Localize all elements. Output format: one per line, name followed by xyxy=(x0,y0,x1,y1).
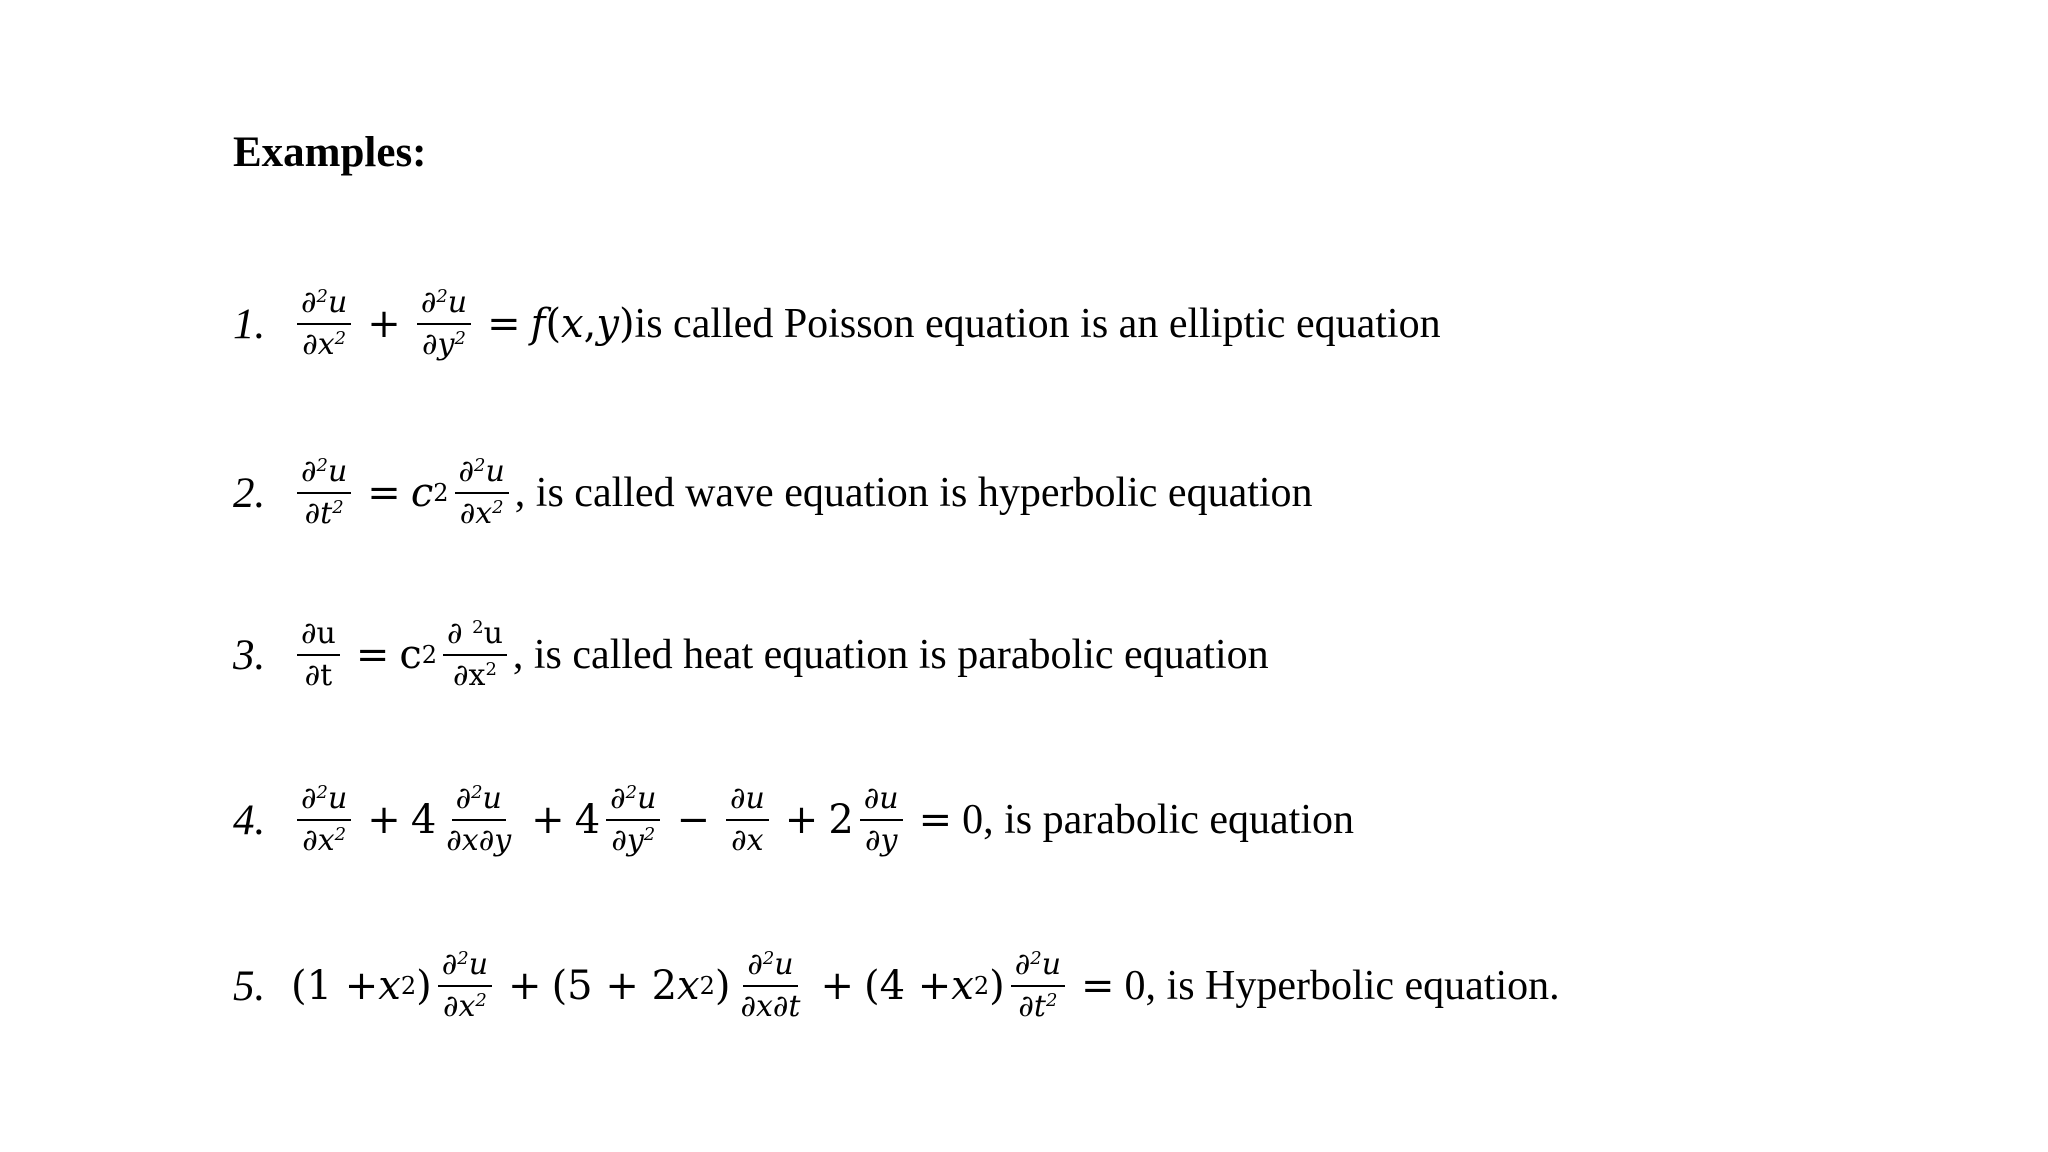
equation-number: 2. xyxy=(233,469,266,517)
equation-description: , is called heat equation is parabolic equation xyxy=(512,632,1269,678)
equation-number: 4. xyxy=(233,796,266,844)
equation-formula: $\frac{\partial u}{\partial t}$ = c 2 $\frac{\partial ^2u}{\partial x^2}$ xyxy=(291,614,513,696)
section-heading: Examples: xyxy=(233,129,427,176)
equation-description: , is called wave equation is hyperbolic equation xyxy=(514,470,1313,516)
equation-formula: (1 + x 2 ) $\frac{\partial^2u}{\partial x^2}$ + (5 + 2 x 2 ) $\frac{\partial^2u}{\partial x\partial t}$ + (4 + x 2 ) $\frac{\partial^2u}{\partial t^2}$ = xyxy=(291,947,1115,1024)
equation-number: 3. xyxy=(233,631,266,679)
equation-formula: $\frac{\partial^2u}{\partial x^2}$ + $\frac{\partial^2u}{\partial y^2}$ = f ( x , y ) xyxy=(291,283,635,365)
equation-formula: $\frac{\partial^2u}{\partial t^2}$ = c 2 $\frac{\partial^2u}{\partial x^2}$ xyxy=(291,452,515,534)
equation-description: 0, is parabolic equation xyxy=(962,797,1355,843)
equation-number: 1. xyxy=(233,300,266,348)
equation-2 xyxy=(233,433,1313,553)
equation-formula: $\frac{\partial^2u}{\partial x^2}$ + 4 $\frac{\partial^2u}{\partial x\partial y}$ + 4 $\frac{\partial^2u}{\partial y^2}$ − $\frac{\partial u}{\partial x}$ + 2 $\frac{\partial u}{\partial y}$ = xyxy=(291,779,962,861)
equation-1 xyxy=(233,264,1441,384)
equation-3 xyxy=(233,595,1269,715)
equation-number: 5. xyxy=(233,962,266,1010)
equation-description: 0, is Hyperbolic equation. xyxy=(1124,963,1560,1009)
equation-5 xyxy=(233,926,1560,1046)
equation-description: is called Poisson equation is an elliptic equation xyxy=(634,301,1441,347)
equation-4 xyxy=(233,760,1354,880)
